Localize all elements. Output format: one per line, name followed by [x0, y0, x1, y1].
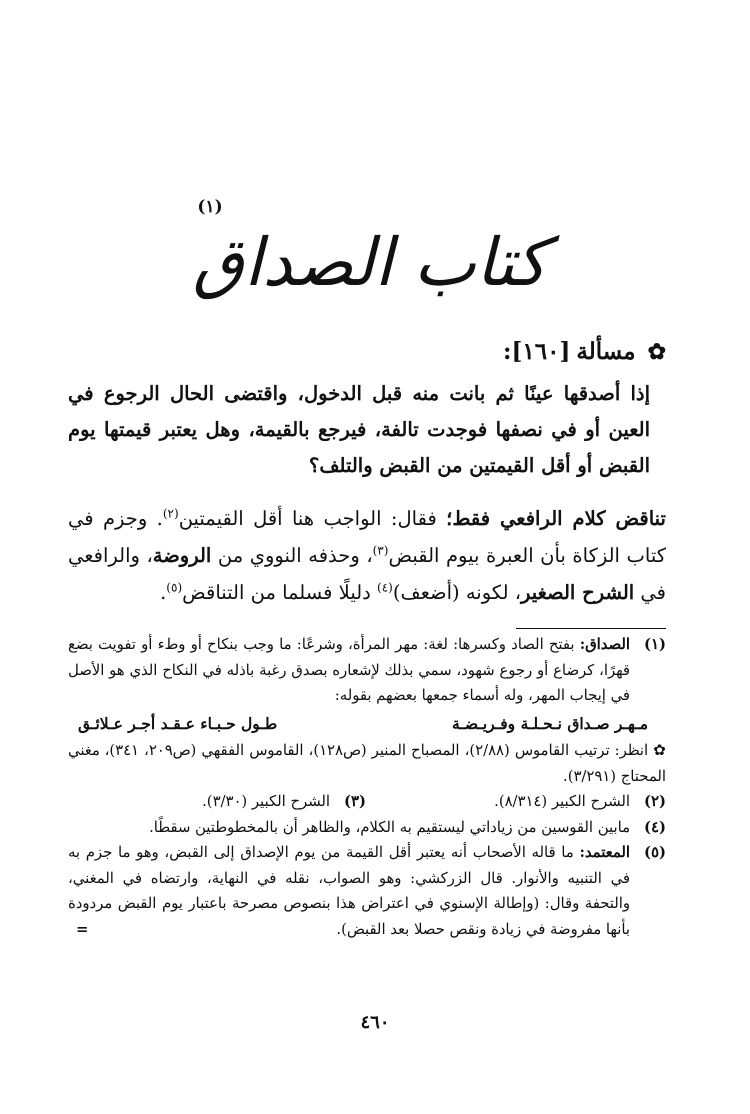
footnote-text: بفتح الصاد وكسرها: لغة: مهر المرأة، وشرعًا: ما وجب بنكاح أو وطء أو تفويت بضع قهرًا، كرضاع أو رجوع شهود، سمي بذلك لإشعاره بصدق رغبة باذله في النكاح الذي هو الأصل في إيجاب المهر، وله أسماء جمعها بعضهم بقوله: [68, 636, 630, 704]
footnote-2 [366, 789, 666, 815]
flower-ornament-icon: ✿ [647, 339, 666, 365]
answer-text-6: دليلًا فسلما من التناقض [182, 581, 378, 604]
answer-text-4: ، والرافعي في [68, 544, 666, 604]
footnote-number: (٣) [344, 793, 366, 810]
answer-text-3: ، وحذفه النووي من [211, 544, 373, 567]
footnote-4 [68, 815, 666, 841]
book-rawda: الروضة [152, 544, 212, 567]
footnotes [68, 632, 666, 942]
footnote-1-body [68, 632, 630, 709]
footnote-text: ما قاله الأصحاب أنه يعتبر أقل القيمة من يوم الإصداق إلى القبض، وهو ما جزم به في التنبيه والأنوار. قال الزركشي: وهو الصواب، نقله في النهاية، وارتضاه في المغني، والتحفة وقال: (وإطالة الإسنوي في اعتراض هذا بنصوص مصرحة باعتبار يوم القبض مردودة بأنها مفروضة في زيادة ونقص حصلا بعد القبض). [68, 844, 630, 938]
chapter-title: كتاب الصداق [192, 224, 548, 301]
footnote-text: الشرح الكبير (٨/٣١٤). [494, 793, 630, 810]
footnote-5-body [68, 840, 630, 942]
poem-verse [68, 709, 666, 739]
footnote-term: المعتمد: [579, 844, 630, 861]
answer-text-2: . وجزم في كتاب الزكاة بأن العبرة بيوم القبض [68, 507, 666, 567]
verse-first-half: مـهـر صـداق نـحـلـة وفـريـضـة [452, 713, 648, 733]
footnote-references: ✿ انظر: ترتيب القاموس (٢/٨٨)، المصباح المنير (ص١٢٨)، القاموس الفقهي (ص٢٠٩، ٣٤١)، مغني المحتاج (٣/٢٩١). [68, 742, 666, 785]
footnote-ref-3: (٣) [372, 543, 389, 558]
answer-text-1: فقال: الواجب هنا أقل القيمتين [178, 507, 447, 530]
continuation-mark: = [76, 920, 89, 938]
footnote-number: (٢) [644, 793, 666, 810]
footnote-divider [516, 628, 666, 629]
question-label: مسألة [576, 338, 636, 365]
answer-text-7: . [160, 581, 167, 604]
footnote-text: الشرح الكبير (٣/٣٠). [202, 793, 330, 810]
question-number: [١٦٠]: [503, 338, 571, 365]
footnote-term: الصداق: [579, 636, 630, 653]
footnote-ref-2: (٢) [162, 506, 179, 521]
chapter-footnote-marker: (١) [197, 197, 223, 217]
footnote-ref-5: (٥) [166, 580, 183, 595]
answer-lead: تناقض كلام الرافعي فقط؛ [446, 507, 666, 530]
footnote-1 [68, 632, 666, 709]
verse-second-half: طـول حـبـاء عـقـد أجـر عـلائـق [78, 713, 278, 733]
answer-text-5: ، لكونه (أضعف) [392, 581, 521, 604]
footnote-number: (٤) [644, 818, 666, 836]
footnote-number: (١) [644, 636, 666, 653]
book-sharh-saghir: الشرح الصغير [521, 581, 635, 604]
footnote-text: مابين القوسين من زياداتي ليستقيم به الكلام، والظاهر أن بالمخطوطتين سقطًا. [149, 818, 630, 836]
footnotes-2-3 [68, 789, 666, 815]
question-text: إذا أصدقها عينًا ثم بانت منه قبل الدخول، واقتضى الحال الرجوع في العين أو في نصفها فوجدت تالفة، فيرجع بالقيمة، وهل يعتبر قيمتها يوم القبض أو أقل القيمتين من القبض والتلف؟ [68, 382, 650, 477]
question-heading [66, 334, 666, 370]
answer-paragraph [68, 500, 666, 611]
footnote-ref-4: (٤) [377, 580, 393, 595]
footnote-5 [68, 840, 666, 942]
footnote-number: (٥) [644, 844, 666, 861]
footnote-3 [202, 789, 366, 815]
page-number: ٤٦٠ [360, 1012, 390, 1033]
